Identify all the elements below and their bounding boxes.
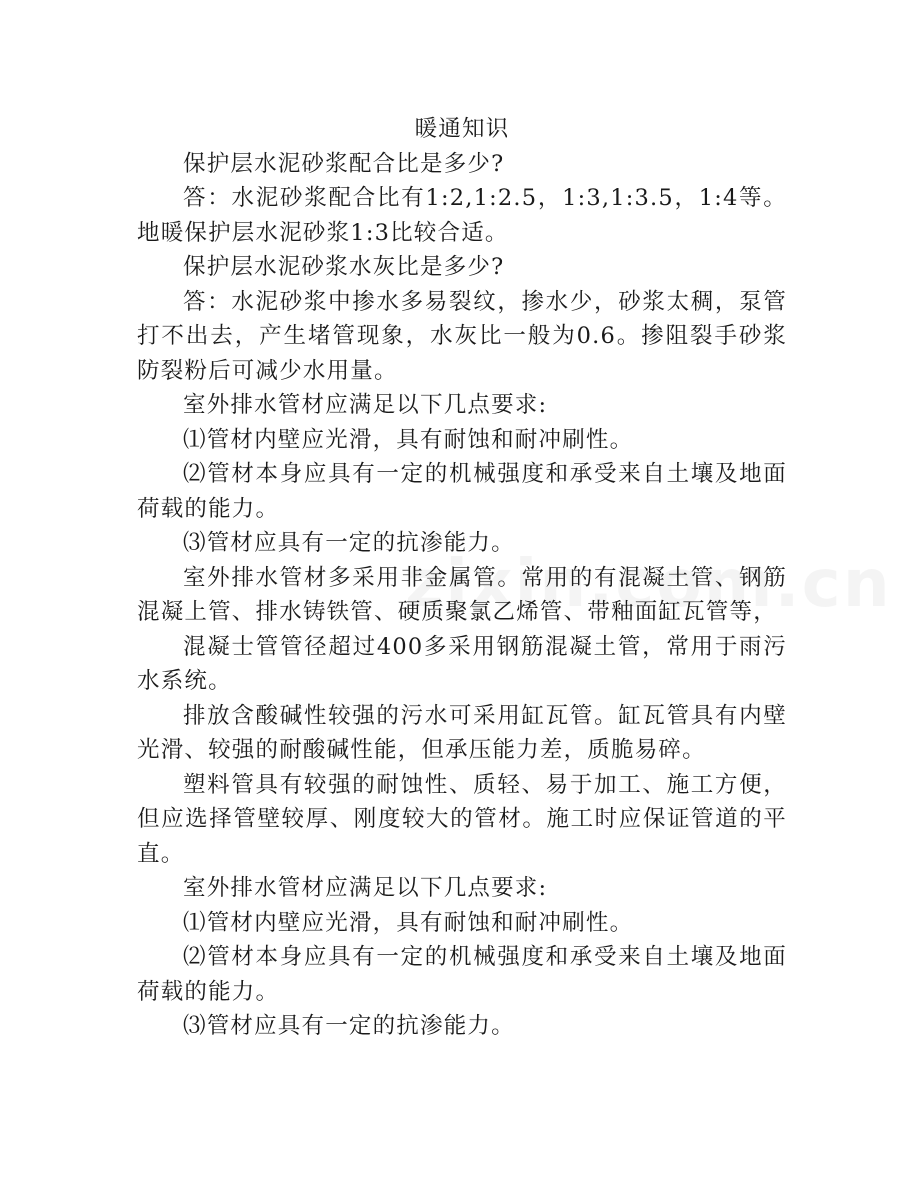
outdoor-drain-requirements-heading: 室外排水管材应满足以下几点要求:: [183, 392, 548, 418]
requirement-item-1-repeat: ⑴管材内壁应光滑，具有耐蚀和耐冲刷性。: [183, 909, 634, 936]
plastic-pipe-paragraph: 塑料管具有较强的耐蚀性、质轻、易于加工、施工方便，但应选择管壁较厚、刚度较大的管材。施工时应保证管道的平直。: [137, 771, 787, 867]
clay-pipe-paragraph: 排放含酸碱性较强的污水可采用缸瓦管。缸瓦管具有内壁光滑、较强的耐酸碱性能，但承压能力差，质脆易碎。: [137, 702, 787, 763]
non-metal-pipes-paragraph: 室外排水管材多采用非金属管。常用的有混凝土管、钢筋混凝上管、排水铸铁管、硬质聚氯乙烯管、带釉面缸瓦管等，: [137, 564, 787, 625]
outdoor-drain-requirements-heading-repeat: 室外排水管材应满足以下几点要求:: [183, 875, 548, 901]
document-title: 暖通知识: [414, 116, 510, 142]
answer-water-cement-ratio: 答：水泥砂浆中掺水多易裂纹，掺水少，砂浆太稠，泵管打不出去，产生堵管现象，水灰比一般为0.6。掺阻裂手砂浆防裂粉后可减少水用量。: [137, 288, 787, 384]
requirement-item-1: ⑴管材内壁应光滑，具有耐蚀和耐冲刷性。: [183, 426, 634, 453]
answer-mix-ratio: 答：水泥砂浆配合比有1:2,1:2.5，1:3,1:3.5，1:4等。地暖保护层水泥砂浆1:3比较合适。: [137, 185, 787, 246]
question-water-cement-ratio: 保护层水泥砂浆水灰比是多少?: [183, 254, 505, 280]
document-body: [137, 112, 787, 1044]
concrete-pipe-paragraph: 混凝士管管径超过400多采用钢筋混凝土管，常用于雨污水系统。: [137, 633, 787, 694]
requirement-item-3: ⑶管材应具有一定的抗渗能力。: [183, 530, 515, 556]
requirement-item-3-repeat: ⑶管材应具有一定的抗渗能力。: [183, 1013, 515, 1039]
requirement-item-2-repeat: ⑵管材本身应具有一定的机械强度和承受来自土壤及地面荷载的能力。: [137, 944, 787, 1005]
question-mix-ratio: 保护层水泥砂浆配合比是多少?: [183, 150, 505, 177]
requirement-item-2: ⑵管材本身应具有一定的机械强度和承受来自土壤及地面荷载的能力。: [137, 461, 787, 522]
